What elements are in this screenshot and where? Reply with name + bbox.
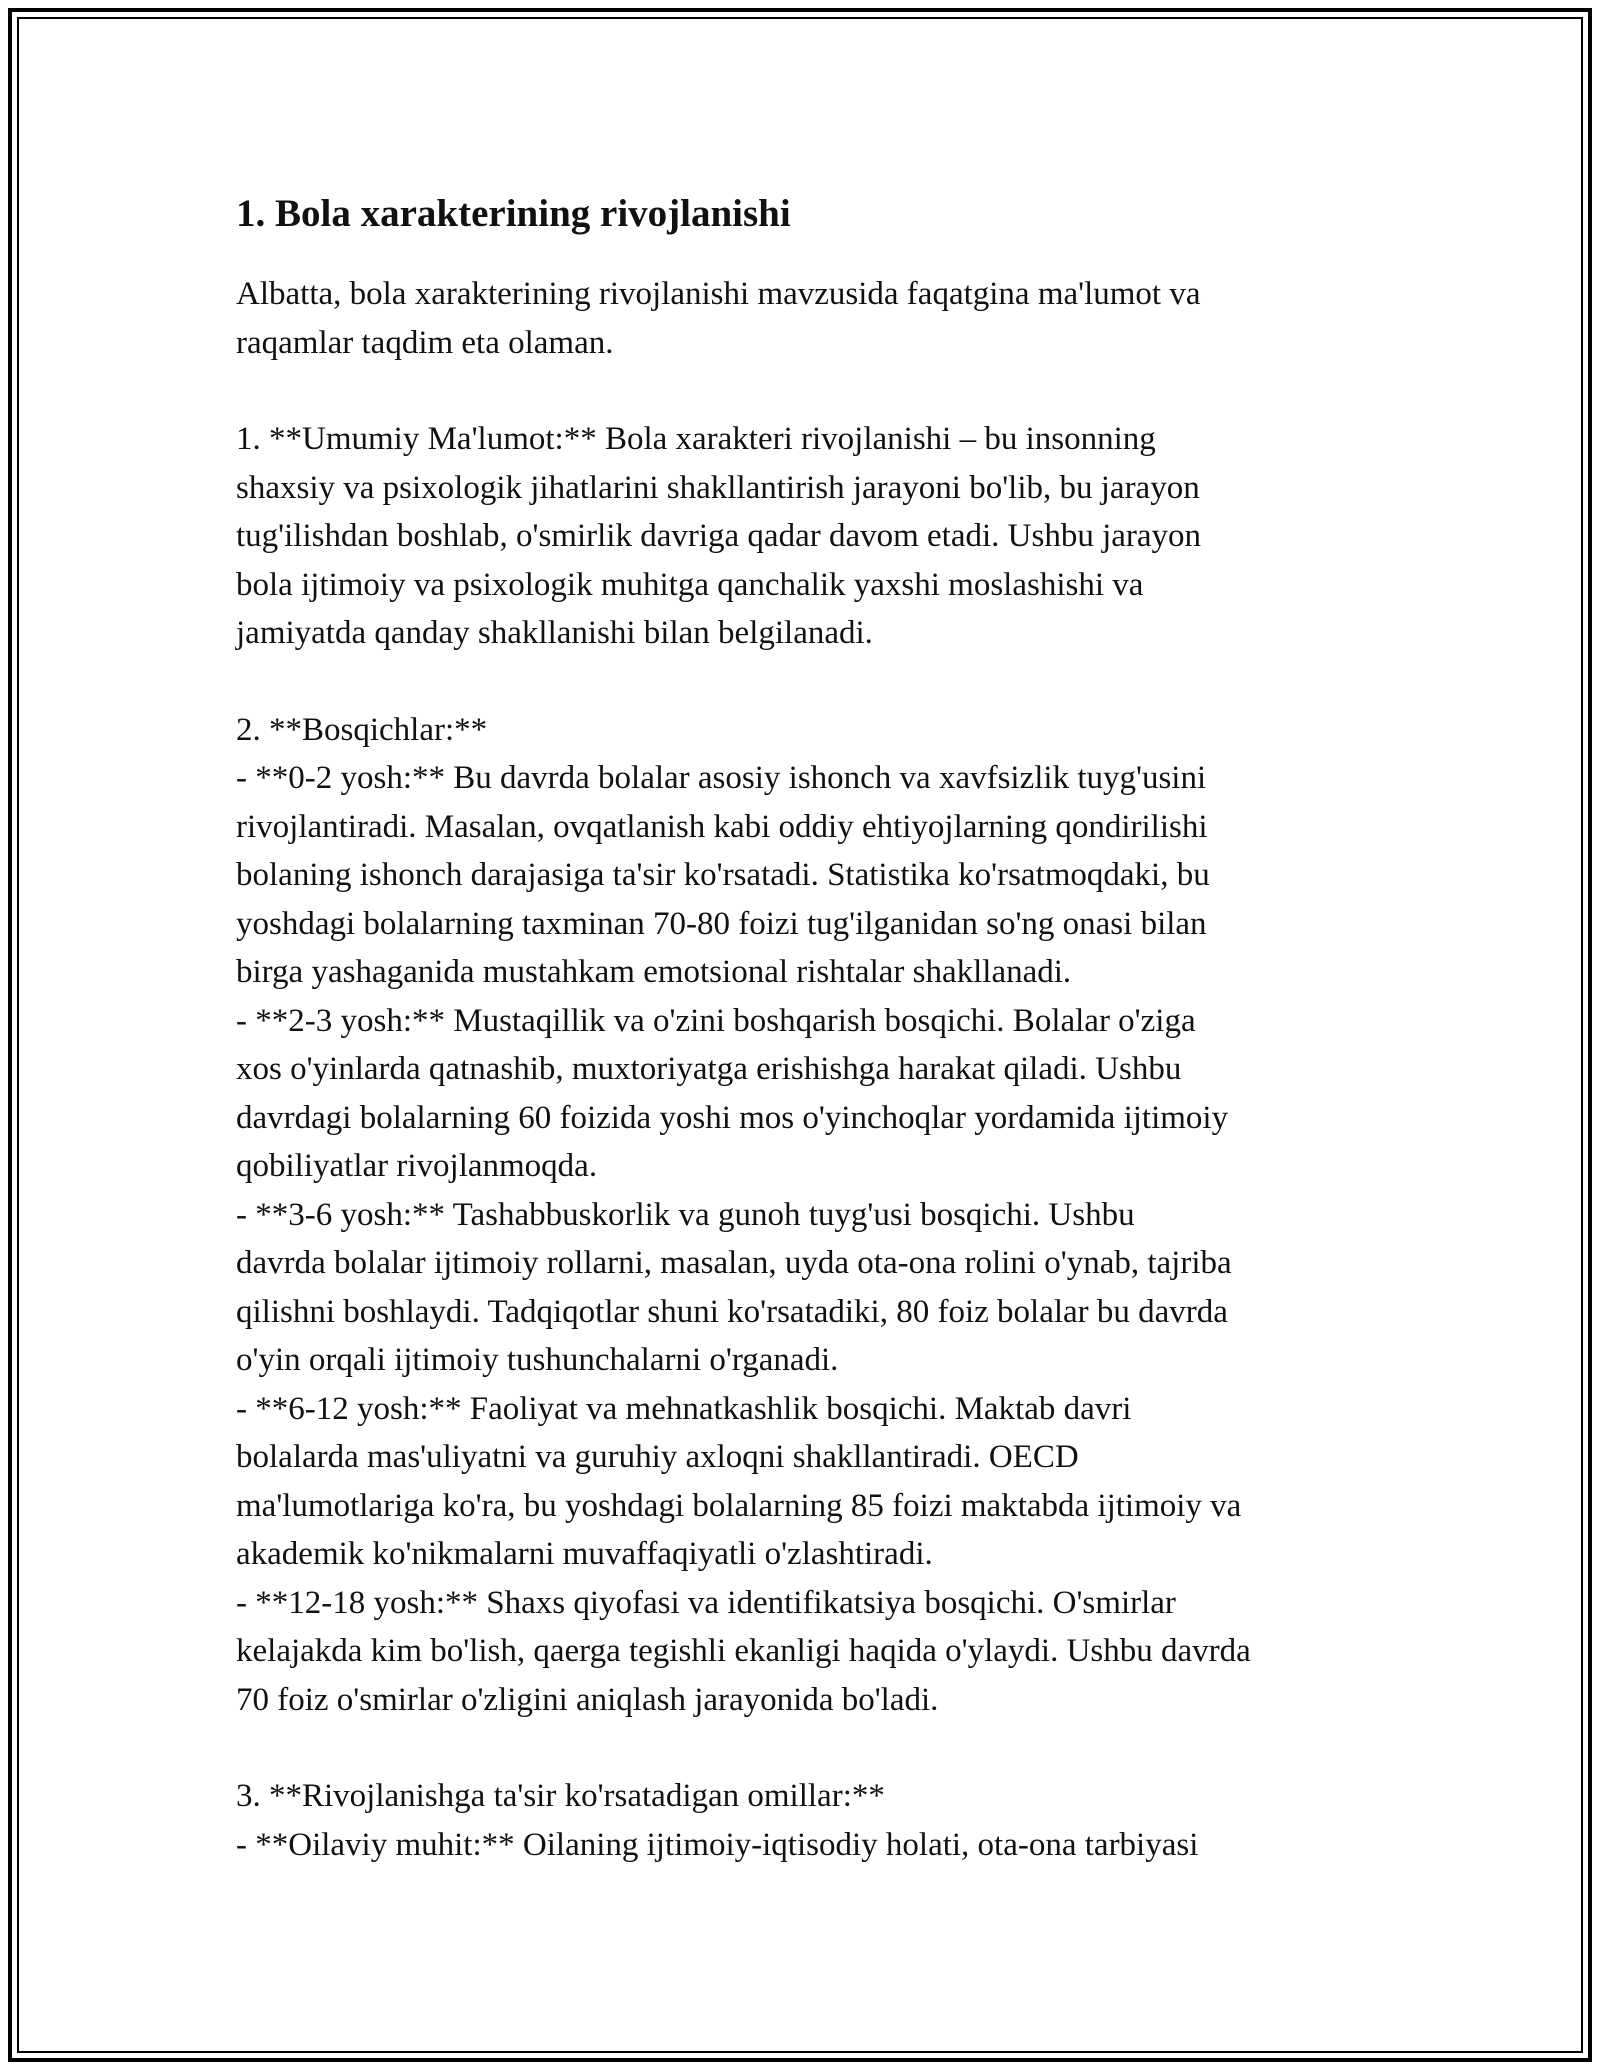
intro-paragraph: Albatta, bola xarakterining rivojlanishi mavzusida faqatgina ma'lumot va raqamlar taqdim eta olaman. [236,276,1201,361]
paragraph-gap [236,1724,1376,1772]
stages-section: 2. **Bosqichlar:** - **0-2 yosh:** Bu davrda bolalar asosiy ishonch va xavfsizlik tuyg'usini rivojlantiradi. Masalan, ovqatlanish kabi oddiy ehtiyojlarning qondirilishi bolaning ishonch darajasiga ta'sir ko'rsatadi. Statistika ko'rsatmoqdaki, bu yoshdagi bolalarning taxminan 70-80 foizi tug'ilganidan so'ng onasi bilan birga yashaganida mustahkam emotsional rishtalar shakllanadi. - **2-3 yosh:** Mustaqillik va o'zini boshqarish bosqichi. Bolalar o'ziga xos o'yinlarda qatnashib, muxtoriyatga erishishga harakat qiladi. Ushbu davrdagi bolalarning 60 foizida yoshi mos o'yinchoqlar yordamida ijtimoiy qobiliyatlar rivojlanmoqda. - **3-6 yosh:** Tashabbuskorlik va gunoh tuyg'usi bosqichi. Ushbu davrda bolalar ijtimoiy rollarni, masalan, uyda ota-ona rolini o'ynab, tajriba qilishni boshlaydi. Tadqiqotlar shuni ko'rsatadiki, 80 foiz bolalar bu davrda o'yin orqali ijtimoiy tushunchalarni o'rganadi. - **6-12 yosh:** Faoliyat va mehnatkashlik bosqichi. Maktab davri bolalarda mas'uliyatni va guruhiy axloqni shakllantiradi. OECD ma'lumotlariga ko'ra, bu yoshdagi bolalarning 85 foizi maktabda ijtimoiy va akademik ko'nikmalarni muvaffaqiyatli o'zlashtiradi. - **12-18 yosh:** Shaxs qiyofasi va identifikatsiya bosqichi. O'smirlar kelajakda kim bo'lish, qaerga tegishli ekanligi haqida o'ylaydi. Ushbu davrda 70 foiz o'smirlar o'zligini aniqlash jarayonida bo'ladi. [236,711,1251,1718]
document-title: 1. Bola xarakterining rivojlanishi [236,192,791,235]
document-page [236,188,1376,1869]
paragraph-gap [236,658,1376,706]
factors-section: 3. **Rivojlanishga ta'sir ko'rsatadigan omillar:** - **Oilaviy muhit:** Oilaning ijtimoiy-iqtisodiy holati, ota-ona tarbiyasi [236,1778,1199,1863]
paragraph-gap [236,367,1376,415]
general-info-paragraph: 1. **Umumiy Ma'lumot:** Bola xarakteri rivojlanishi – bu insonning shaxsiy va psixologik jihatlarini shakllantirish jarayoni bo'lib, bu jarayon tug'ilishdan boshlab, o'smirlik davriga qadar davom etadi. Ushbu jarayon bola ijtimoiy va psixologik muhitga qanchalik yaxshi moslashishi va jamiyatda qanday shakllanishi bilan belgilanadi. [236,421,1202,651]
